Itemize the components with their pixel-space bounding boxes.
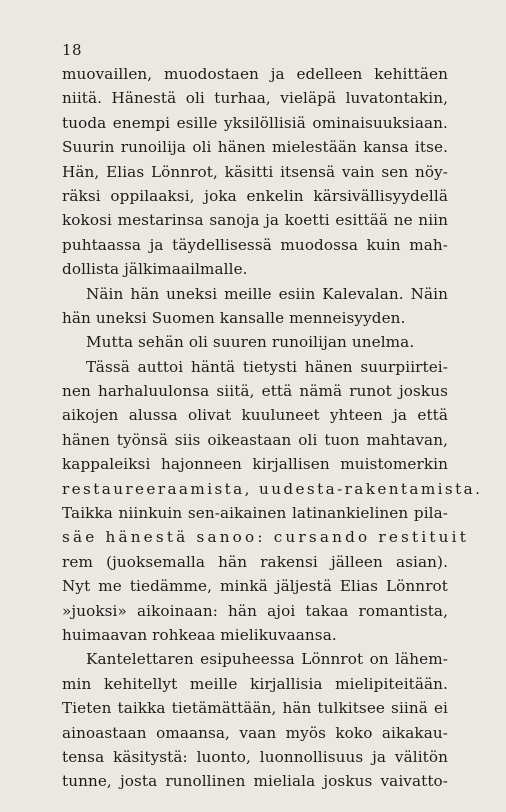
text-line: dollista jälkimaailmalle.: [62, 260, 248, 279]
page-number: 18: [62, 41, 83, 59]
text-line: räksi oppilaaksi, joka enkelin kärsivällisyydellä: [62, 186, 448, 205]
text-line: tuoda enempi esille yksilöllisiä ominaisuuksiaan.: [62, 113, 448, 132]
text-line: Tässä auttoi häntä tietysti hänen suurpiirtei-: [86, 357, 448, 376]
text-line: Nyt me tiedämme, minkä jäljestä Elias Lönnrot: [62, 577, 448, 596]
text-line: huimaavan rohkeaa mielikuvaansa.: [62, 625, 337, 644]
text-line: Hän, Elias Lönnrot, käsitti itsensä vain sen nöy-: [62, 162, 448, 181]
text-line: muovaillen, muodostaen ja edelleen kehittäen: [62, 65, 448, 83]
text-line: Näin hän uneksi meille esiin Kalevalan. Näin: [86, 284, 448, 303]
text-line: hänen työnsä siis oikeastaan oli tuon mahtavan,: [62, 430, 448, 449]
text-line: kokosi mestarinsa sanoja ja koetti esittää ne niin: [62, 211, 448, 230]
text-line: restaureeraamista, uudesta-rakentamista.: [62, 479, 483, 498]
text-line: »juoksi» aikoinaan: hän ajoi takaa romantista,: [62, 601, 448, 620]
text-line: min kehitellyt meille kirjallisia mielipiteitään.: [62, 674, 448, 693]
text-line: hän uneksi Suomen kansalle menneisyyden.: [62, 308, 406, 327]
text-line: rem (juoksemalla hän rakensi jälleen asian).: [62, 552, 448, 571]
text-line: puhtaassa ja täydellisessä muodossa kuin mah-: [62, 235, 448, 254]
text-line: nen harhaluulonsa siitä, että nämä runot joskus: [62, 382, 448, 401]
text-line: Taikka niinkuin sen-aikainen latinankielinen pila-: [62, 504, 448, 523]
body-text: [62, 62, 483, 794]
text-line: aikojen alussa olivat kuuluneet yhteen ja että: [62, 406, 448, 425]
text-line: Kantelettaren esipuheessa Lönnrot on lähem-: [86, 650, 448, 669]
text-line: kappaleiksi hajonneen kirjallisen muistomerkin: [62, 455, 448, 474]
text-line: tensa käsitystä: luonto, luonnollisuus ja välitön: [62, 747, 448, 766]
text-line: säe hänestä sanoo: cursando restituit: [62, 528, 470, 547]
text-line: Mutta sehän oli suuren runoilijan unelma.: [86, 333, 415, 352]
text-line: niitä. Hänestä oli turhaa, vieläpä luvatontakin,: [62, 89, 448, 108]
text-line: tunne, josta runollinen mieliala joskus vaivatto-: [62, 772, 448, 791]
text-line: Suurin runoilija oli hänen mielestään kansa itse.: [62, 138, 448, 157]
text-line: ainoastaan omaansa, vaan myös koko aikakau-: [62, 723, 448, 742]
text-line: Tieten taikka tietämättään, hän tulkitsee siinä ei: [62, 699, 448, 718]
